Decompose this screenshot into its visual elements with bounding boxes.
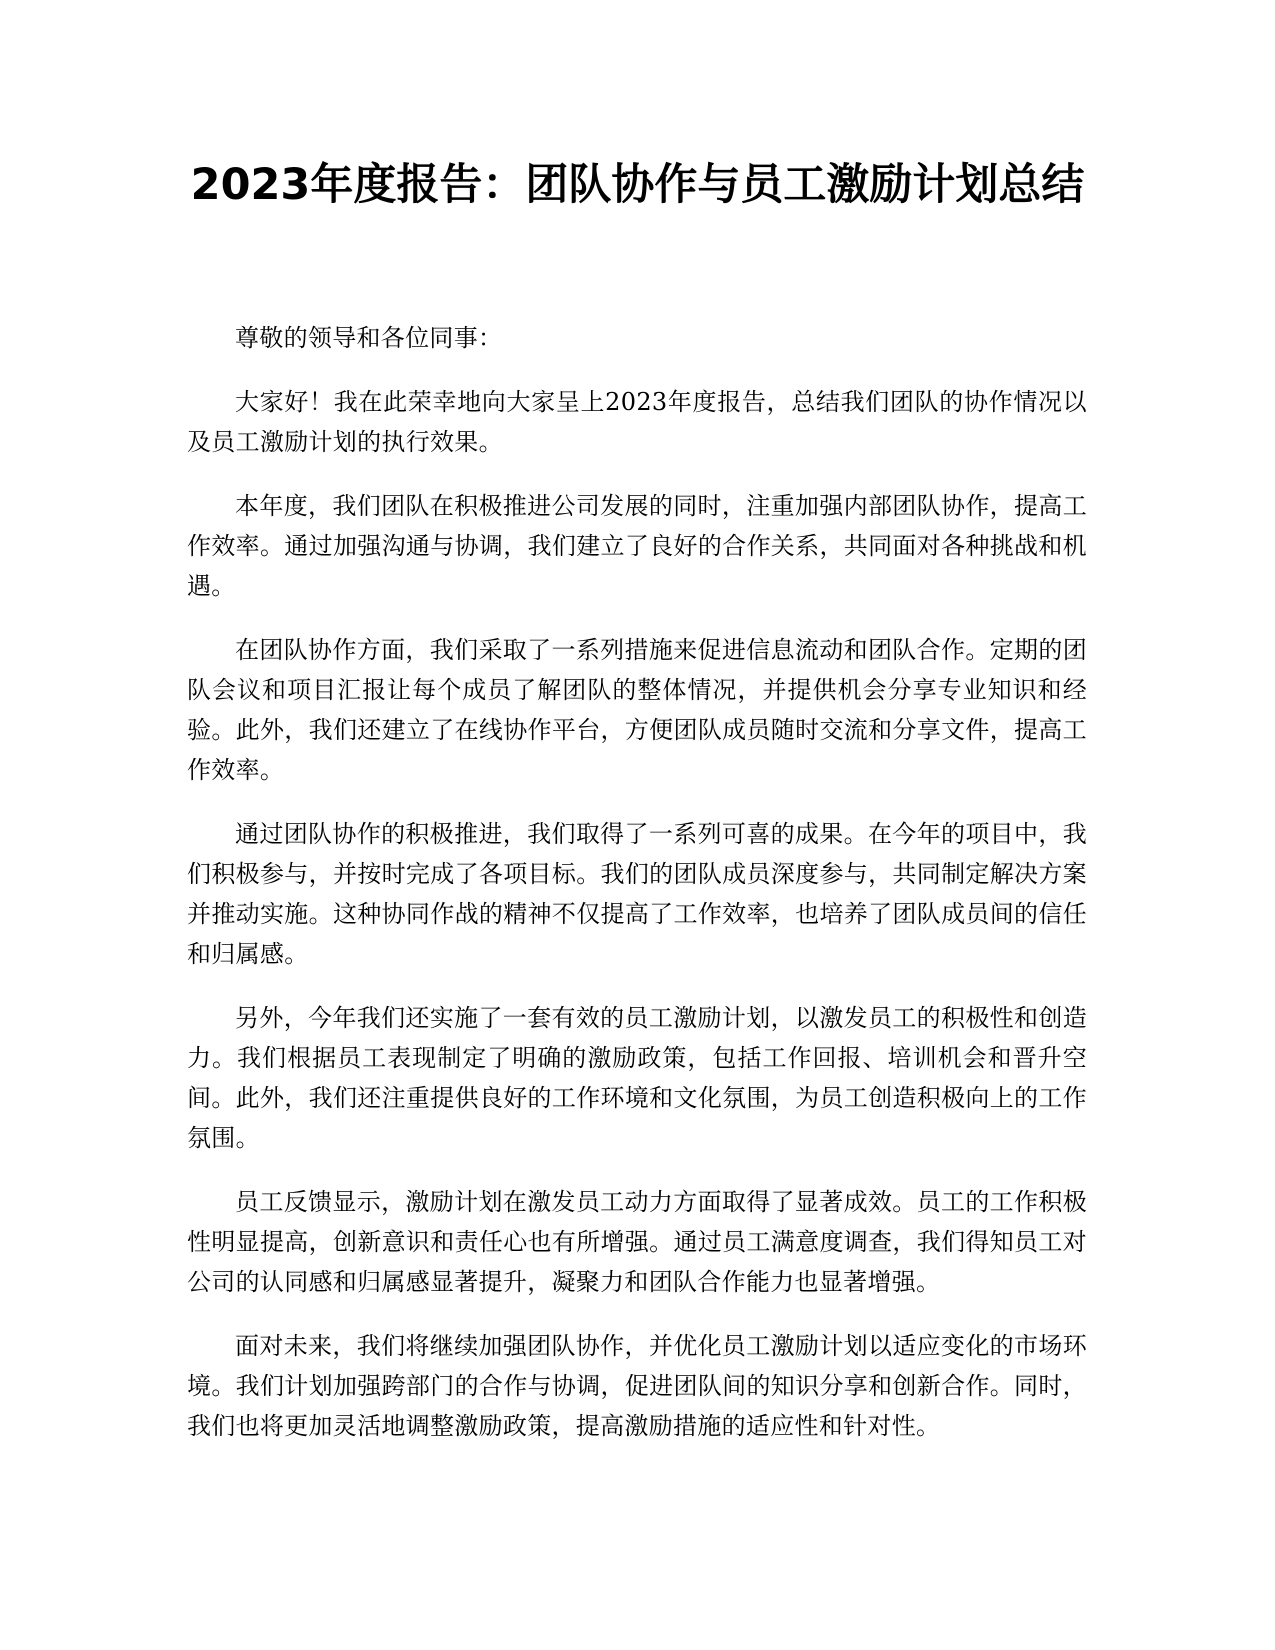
intro-paragraph: 大家好！我在此荣幸地向大家呈上2023年度报告，总结我们团队的协作情况以及员工激励计划的执行效果。 (187, 388, 1087, 456)
body-paragraph: 另外，今年我们还实施了一套有效的员工激励计划，以激发员工的积极性和创造力。我们根据员工表现制定了明确的激励政策，包括工作回报、培训机会和晋升空间。此外，我们还注重提供良好的工作环境和文化氛围，为员工创造积极向上的工作氛围。 (187, 1004, 1087, 1152)
body-paragraph: 本年度，我们团队在积极推进公司发展的同时，注重加强内部团队协作，提高工作效率。通过加强沟通与协调，我们建立了良好的合作关系，共同面对各种挑战和机遇。 (187, 492, 1087, 600)
body-paragraph: 在团队协作方面，我们采取了一系列措施来促进信息流动和团队合作。定期的团队会议和项目汇报让每个成员了解团队的整体情况，并提供机会分享专业知识和经验。此外，我们还建立了在线协作平台，方便团队成员随时交流和分享文件，提高工作效率。 (187, 636, 1087, 784)
document-body (187, 318, 1087, 1446)
closing-paragraph: 面对未来，我们将继续加强团队协作，并优化员工激励计划以适应变化的市场环境。我们计划加强跨部门的合作与协调，促进团队间的知识分享和创新合作。同时，我们也将更加灵活地调整激励政策，提高激励措施的适应性和针对性。 (187, 1332, 1087, 1440)
body-paragraph: 通过团队协作的积极推进，我们取得了一系列可喜的成果。在今年的项目中，我们积极参与，并按时完成了各项目标。我们的团队成员深度参与，共同制定解决方案并推动实施。这种协同作战的精神不仅提高了工作效率，也培养了团队成员间的信任和归属感。 (187, 820, 1087, 968)
body-paragraph: 员工反馈显示，激励计划在激发员工动力方面取得了显著成效。员工的工作积极性明显提高，创新意识和责任心也有所增强。通过员工满意度调查，我们得知员工对公司的认同感和归属感显著提升，凝聚力和团队合作能力也显著增强。 (187, 1188, 1087, 1296)
document-title: 2023年度报告：团队协作与员工激励计划总结 (190, 160, 1085, 210)
salutation-paragraph: 尊敬的领导和各位同事： (235, 324, 503, 352)
